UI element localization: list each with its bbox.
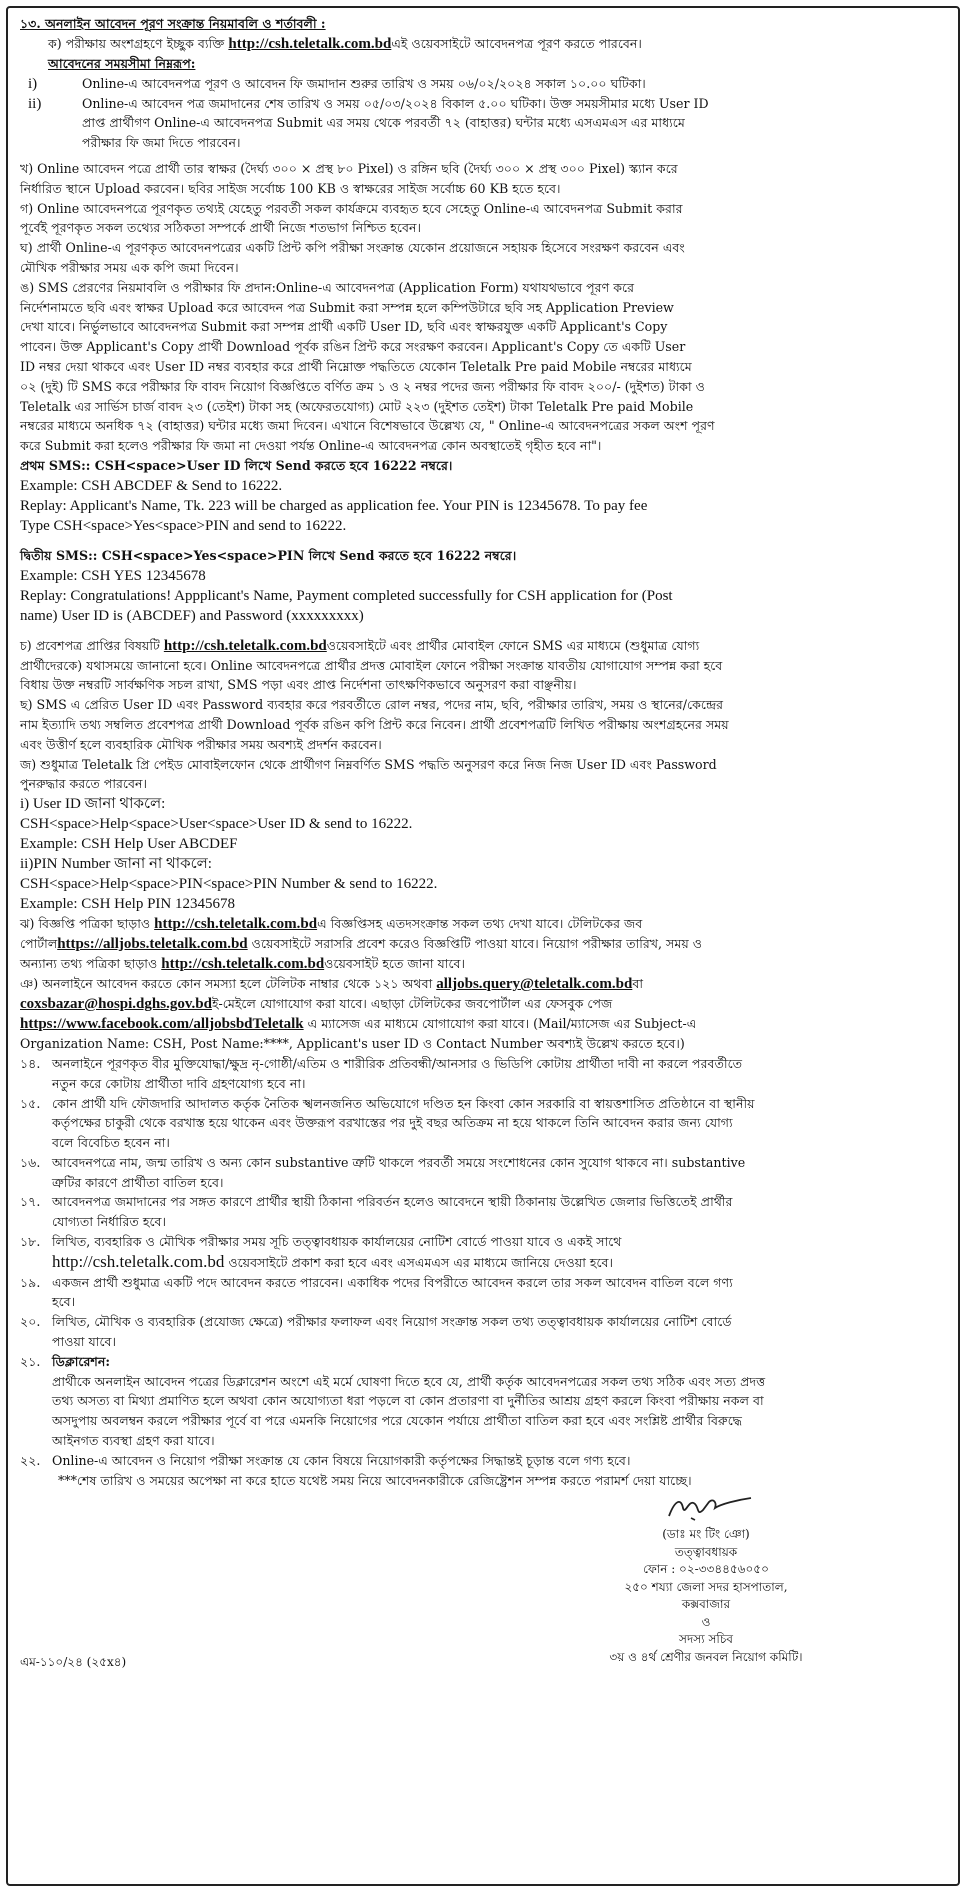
first-sms: প্রথম SMS:: CSH<space>User ID লিখে Send করতে হবে 16222 নম্বরে।: [20, 457, 453, 473]
signature-block: [20, 1490, 946, 1680]
second-sms-reply: Replay: Congratulations! Appplicant's Name, Payment completed successfully for CSH application for (Post name) User ID is (ABCDEF) and Password (xxxxxxxxx): [20, 587, 673, 624]
first-sms-example: Example: CSH ABCDEF & Send to 16222.: [20, 477, 283, 494]
item-jha: ঝ) বিজ্ঞপ্তি পত্রিকা ছাড়াও http://csh.teletalk.com.bdএ বিজ্ঞপ্তিসহ এতদসংক্রান্ত সকল তথ্য দেখা যাবে। টেলিটকের জব পোর্টালhttps://alljobs.teletalk.com.bd ওয়েবসাইটে সরাসরি প্রবেশ করেও বিজ্ঞপ্তিটি পাওয়া যাবে। নিয়োগ পরীক্ষার তারিখ, সময় ও অন্যান্য তথ্য পত্রিকা ছাড়াও http://csh.teletalk.com.bdওয়েবসাইট হতে জানা যাবে।: [20, 916, 703, 973]
item-kha: খ) Online আবেদন পত্রে প্রার্থী তার স্বাক্ষর (দৈর্ঘ্য ৩০০ × প্রস্থ ৮০ Pixel) ও রঙ্গিন ছবি (দৈর্ঘ্য ৩০০ × প্রস্থ ৩০০ Pixel) স্ক্যান করে নির্ধারিত স্থানে Upload করবেন। ছবির সাইজ সর্বোচ্চ 100 KB ও স্বাক্ষরের সাইজ সর্বোচ্চ 60 KB হতে হবে।: [20, 160, 678, 196]
ja-user-id-example: Example: CSH Help User ABCDEF: [20, 836, 238, 853]
section-14: ১৪. অনলাইনে পূরণকৃত বীর মুক্তিযোদ্ধা/ক্ষুদ্র নৃ-গোষ্ঠী/এতিম ও শারীরিক প্রতিবন্ধী/আনসার ও ভিডিপি কোটায় প্রার্থীতা দাবী না করলে পরবর্তীতে নতুন করে কোটায় প্রার্থীতা দাবি গ্রহণযোগ্য হবে না।: [20, 1055, 743, 1091]
item-nya: ঞ) অনলাইনে আবেদন করতে কোন সমস্যা হলে টেলিটক নাম্বার থেকে ১২১ অথবা alljobs.query@teletalk.com.bdবা coxsbazar@hospi.dghs.gov.bdই-মেইলে যোগাযোগ করা যাবে। এছাড়া টেলিটকের জবপোর্টাল এর ফেসবুক পেজ https://www.facebook.com/alljobsbdTeletalk এ ম্যাসেজ এর মাধ্যমে যোগাযোগ করা যাবে। (Mail/ম্যাসেজ এর Subject-এ Organization Name: CSH, Post Name:****, Applicant's user ID ও Contact Number অবশ্যই উল্লেখ করতে হবে।): [20, 976, 697, 1052]
signatory-name: (ডাঃ মং টিং ঞো): [662, 1527, 750, 1542]
alljobs-link[interactable]: https://alljobs.teletalk.com.bd: [57, 936, 248, 953]
signatory-member-secretary: সদস্য সচিব: [679, 1632, 733, 1647]
facebook-link[interactable]: https://www.facebook.com/alljobsbdTeletalk: [20, 1016, 304, 1033]
ja-pin-label: ii)PIN Number জানা না থাকলে:: [20, 856, 212, 873]
first-sms-reply: Replay: Applicant's Name, Tk. 223 will be charged as application fee. Your PIN is 12345678. To pay fee Type CSH<space>Yes<space>PIN and send to 16222.: [20, 497, 648, 534]
section-21: ২১. ডিক্লারেশন: প্রার্থীকে অনলাইন আবেদন পত্রের ডিক্লারেশন অংশে এই মর্মে ঘোষণা দিতে হবে যে, প্রার্থী কর্তৃক আবেদনপত্রের সকল তথ্য সঠিক এবং সত্য প্রদত্ত তথ্য অসত্য বা মিথ্যা প্রমাণিত হলে অথবা কোন অযোগ্যতা ধরা পড়লে বা কোন প্রতারণা বা দুর্নীতির আশ্রয় গ্রহণ করলে কিংবা পরীক্ষায় নকল বা অসদুপায় অবলম্বন করলে পরীক্ষার পূর্বে বা পরে এমনকি নিয়োগের পরে যেকোন পর্যায়ে প্রার্থীতা বাতিল করা হবে এবং সংশ্লিষ্ট প্রার্থীর বিরুদ্ধে আইনগত ব্যবস্থা গ্রহণ করা যাবে।: [20, 1353, 766, 1449]
schedule-item-ii: ii) Online-এ আবেদন পত্র জমাদানের শেষ তারিখ ও সময় ০৫/০৩/২০২৪ বিকাল ৫.০০ ঘটিকা। উক্ত সময়সীমার মধ্যে User ID প্রাপ্ত প্রার্থীগণ Online-এ আবেদনপত্র Submit এর সময় থেকে পরবর্তী ৭২ (বাহাত্তর) ঘন্টার মধ্যে এসএমএস এর মাধ্যমে পরীক্ষার ফি জমা দিতে পারবেন।: [28, 95, 709, 151]
csh-link[interactable]: http://csh.teletalk.com.bd: [228, 35, 392, 52]
section-19: ১৯. একজন প্রার্থী শুধুমাত্র একটি পদে আবেদন করতে পারবেন। একাধিক পদের বিপরীতে আবেদন করলে তার সকল আবেদন বাতিল বলে গণ্য হবে।: [20, 1274, 733, 1310]
section-16: ১৬. আবেদনপত্রে নাম, জন্ম তারিখ ও অন্য কোন substantive ত্রুটি থাকলে পরবর্তী সময়ে সংশোধনের কোন সুযোগ থাকবে না। substantive ত্রুটির কারণে প্রার্থীতা বাতিল হবে।: [20, 1154, 746, 1190]
notice-page: [6, 6, 960, 1886]
item-gha: ঘ) প্রার্থী Online-এ পূরণকৃত আবেদনপত্রের একটি প্রিন্ট কপি পরীক্ষা সংক্রান্ত যেকোন প্রয়োজনে সহায়ক হিসেবে সংরক্ষণ করবেন এবং মৌখিক পরীক্ষার সময় এক কপি জমা দিবেন।: [20, 240, 685, 275]
schedule-title: আবেদনের সময়সীমা নিম্নরূপ:: [48, 55, 196, 71]
second-sms-example: Example: CSH YES 12345678: [20, 567, 206, 584]
csh-link[interactable]: http://csh.teletalk.com.bd: [161, 956, 325, 973]
item-ga: গ) Online আবেদনপত্রে পূরণকৃত তথ্যই যেহেতু পরবর্তী সকল কার্যক্রমে ব্যবহৃত হবে সেহেতু Online-এ আবেদনপত্র Submit করার পূর্বেই পূরণকৃত সকল তথ্যের সঠিকতা সম্পর্কে প্রার্থী নিজে শতভাগ নিশ্চিত হবেন।: [20, 200, 683, 236]
ja-user-id-label: i) User ID জানা থাকলে:: [20, 796, 166, 813]
section-15: ১৫. কোন প্রার্থী যদি ফৌজদারি আদালত কর্তৃক নৈতিক স্খলনজনিত অভিযোগে দণ্ডিত হন কিংবা কোন সরকারি বা স্বায়ত্তশাসিত প্রতিষ্ঠানে বা স্থানীয় কর্তৃপক্ষের চাকুরী থেকে বরখাস্ত হয়ে থাকেন এবং উক্তরূপ বরখাস্তের পর দুই বছর অতিক্রম না হয়ে থাকলে তিনি আবেদন করার জন্য যোগ্য বলে বিবেচিত হবেন না।: [20, 1095, 755, 1151]
signatory-district: কক্সবাজার: [681, 1597, 731, 1612]
section-18: ১৮. লিখিত, ব্যবহারিক ও মৌখিক পরীক্ষার সময় সূচি তত্ত্বাবধায়ক কার্যালয়ের নোটিশ বোর্ডে পাওয়া যাবে ও একই সাথে http://csh.teletalk.com.bd ওয়েবসাইটে প্রকাশ করা হবে এবং এসএমএস এর মাধ্যমে জানিয়ে দেওয়া হবে।: [20, 1234, 622, 1271]
item-cha: চ) প্রবেশপত্র প্রাপ্তির বিষয়টি http://csh.teletalk.com.bdওয়েবসাইটে এবং প্রার্থীর মোবাইল ফোনে SMS এর মাধ্যমে (শুধুমাত্র যোগ্য প্রার্থীদেরকে) যথাসময়ে জানানো হবে। Online আবেদনপত্রে প্রার্থীর প্রদত্ত মোবাইল ফোনে পরীক্ষা সংক্রান্ত যাবতীয় যোগাযোগ সম্পন্ন করা হবে বিধায় উক্ত নম্বরটি সার্বক্ষণিক সচল রাখা, SMS পড়া এবং প্রাপ্ত নির্দেশনা তাৎক্ষণিকভাবে অনুসরণ করা বাঞ্ছনীয়।: [20, 637, 723, 693]
signatory-office: ২৫০ শয্যা জেলা সদর হাসপাতাল,: [624, 1579, 788, 1594]
csh-link[interactable]: http://csh.teletalk.com.bd: [163, 637, 327, 654]
section-20: ২০. লিখিত, মৌখিক ও ব্যবহারিক (প্রযোজ্য ক্ষেত্রে) পরীক্ষার ফলাফল এবং নিয়োগ সংক্রান্ত সকল তথ্য তত্ত্বাবধায়ক কার্যালয়ের নোটিশ বোর্ডে পাওয়া যাবে।: [20, 1314, 732, 1350]
signatory-designation: তত্ত্বাবধায়ক: [674, 1544, 738, 1559]
item-uo-sms-fee: ঙ) SMS প্রেরণের নিয়মাবলি ও পরীক্ষার ফি প্রদান:Online-এ আবেদনপত্র (Application Form) যথাযথভাবে পূরণ করে নির্দেশনামতে ছবি এবং স্বাক্ষর Upload করে আবেদন পত্র Submit করা সম্পন্ন হলে কম্পিউটারে ছবি সহ Application Preview দেখা যাবে। নির্ভুলভাবে আবেদনপত্র Submit করা সম্পন্ন প্রার্থী একটি User ID, ছবি এবং স্বাক্ষরযুক্ত একটি Applicant's Copy পাবেন। উক্ত Applicant's Copy প্রার্থী Download পূর্বক রঙিন প্রিন্ট করে সংরক্ষণ করবেন। Applicant's Copy তে একটি User ID নম্বর দেয়া থাকবে এবং User ID নম্বর ব্যবহার করে প্রার্থী নিম্নোক্ত পদ্ধতিতে যেকোন Teletalk Pre paid Mobile নম্বরের মাধ্যমে ০২ (দুই) টি SMS করে পরীক্ষার ফি বাবদ নিয়োগ বিজ্ঞপ্তিতে বর্ণিত ক্রম ১ ও ২ নম্বর পদের জন্য পরীক্ষার ফি বাবদ ২০০/- (দুইশত) টাকা ও Teletalk এর সার্ভিস চার্জ বাবদ ২৩ (তেইশ) টাকা সহ (অফেরতযোগ্য) মোট ২২৩ (দুইশত তেইশ) টাকা Teletalk Pre paid Mobile নম্বরের মাধ্যমে অনধিক ৭২ (বাহাত্তর) ঘন্টার মধ্যে জমা দিবেন। এখানে বিশেষভাবে উল্লেখ্য যে, " Online-এ আবেদনপত্রের সকল অংশ পূরণ করে Submit করা হলেও পরীক্ষার ফি জমা না দেওয়া পর্যন্ত Online-এ আবেদনপত্র কোন অবস্থাতেই গৃহীত হবে না"।: [20, 279, 715, 454]
section-22: ২২. Online-এ আবেদন ও নিয়োগ পরীক্ষা সংক্রান্ত যে কোন বিষয়ে নিয়োগকারী কর্তৃপক্ষের সিদ্ধান্তই চূড়ান্ত বলে গণ্য হবে। ***শেষ তারিখ ও সময়ের অপেক্ষা না করে হাতে যথেষ্ট সময় নিয়ে আবেদনকারীকে রেজিষ্ট্রেশন সম্পন্ন করতে পরামর্শ দেয়া যাচ্ছে।: [20, 1452, 692, 1488]
signature-image: [651, 1490, 761, 1524]
item-chha: ছ) SMS এ প্রেরিত User ID এবং Password ব্যবহার করে পরবর্তীতে রোল নম্বর, পদের নাম, ছবি, পরীক্ষার তারিখ, সময় ও স্থানের/কেন্দ্রের নাম ইত্যাদি তথ্য সম্বলিত প্রবেশপত্র প্রার্থী Download পূর্বক রঙিন কপি প্রিন্ট করে নিবেন। প্রার্থী প্রবেশপত্রটি লিখিত পরীক্ষায় অংশগ্রহনের সময় এবং উত্তীর্ণ হলে ব্যবহারিক মৌখিক পরীক্ষার সময় অবশ্যই প্রদর্শন করবেন।: [20, 697, 729, 752]
second-sms: দ্বিতীয় SMS:: CSH<space>Yes<space>PIN লিখে Send করতে হবে 16222 নম্বরে।: [20, 547, 517, 563]
item-ja: জ) শুধুমাত্র Teletalk প্রি পেইড মোবাইলফোন থেকে প্রার্থীগণ নিম্নবর্ণিত SMS পদ্ধতি অনুসরণ করে নিজ নিজ User ID এবং Password পুনরুদ্ধার করতে পারবেন।: [20, 756, 717, 792]
signatory-committee: ৩য় ও ৪র্থ শ্রেণীর জনবল নিয়োগ কমিটি।: [609, 1649, 803, 1664]
schedule-item-i: i) Online-এ আবেদনপত্র পূরণ ও আবেদন ফি জমাদান শুরুর তারিখ ও সময় ০৬/০২/২০২৪ সকাল ১০.০০ ঘটিকা।: [28, 75, 646, 92]
section-17: ১৭. আবেদনপত্র জমাদানের পর সঙ্গত কারণে প্রার্থীর স্থায়ী ঠিকানা পরিবর্তন হলেও আবেদনে স্থায়ী ঠিকানায় উল্লেখিত জেলার ভিত্তিতেই প্রার্থীর যোগ্যতা নির্ধারিত হবে।: [20, 1194, 733, 1230]
ja-pin-command: CSH<space>Help<space>PIN<space>PIN Number & send to 16222.: [20, 876, 438, 893]
csh-link[interactable]: http://csh.teletalk.com.bd: [52, 1251, 225, 1271]
memo-number: এম-১১০/২৪ (২৫x৪): [20, 1655, 127, 1670]
section-13-heading: ১৩. অনলাইন আবেদন পূরণ সংক্রান্ত নিয়মাবলি ও শর্তাবলী :: [20, 16, 326, 31]
csh-link[interactable]: http://csh.teletalk.com.bd: [154, 916, 318, 933]
query-email-link[interactable]: alljobs.query@teletalk.com.bd: [436, 976, 633, 993]
signatory-and: ও: [701, 1614, 711, 1629]
item-ka: ক) পরীক্ষায় অংশগ্রহণে ইচ্ছুক ব্যক্তি http://csh.teletalk.com.bdএই ওয়েবসাইটে আবেদনপত্র পূরণ করতে পারবেন।: [48, 35, 642, 52]
ja-pin-example: Example: CSH Help PIN 12345678: [20, 896, 235, 913]
ja-user-id-command: CSH<space>Help<space>User<space>User ID & send to 16222.: [20, 816, 413, 833]
hospital-email-link[interactable]: coxsbazar@hospi.dghs.gov.bd: [20, 996, 212, 1013]
signatory-phone: ফোন : ০২-৩৩৪৪৫৬০৫০: [643, 1562, 769, 1577]
